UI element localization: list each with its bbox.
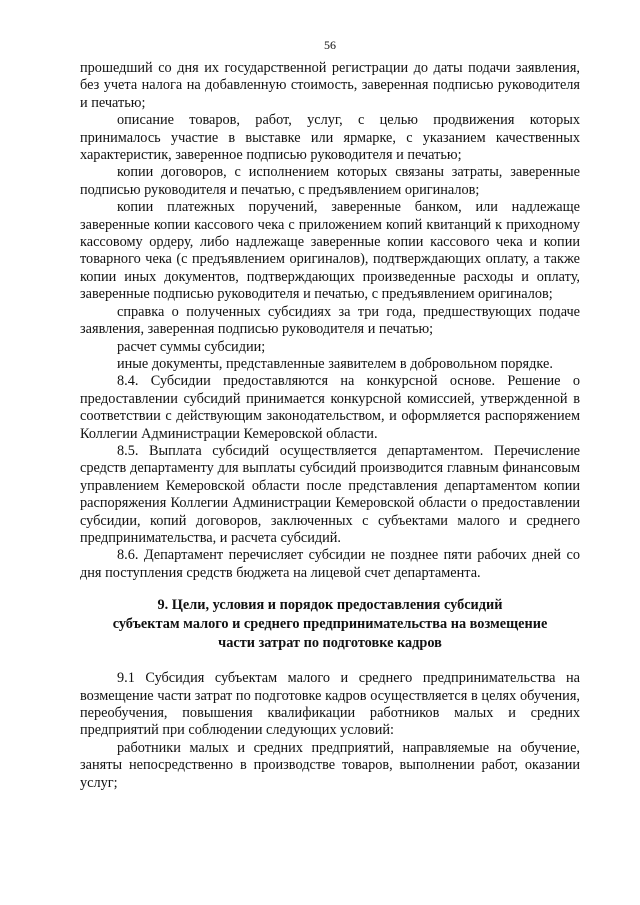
paragraph-subsidy-calculation: расчет суммы субсидии; — [117, 338, 266, 355]
section-9-heading-line-2: субъектам малого и среднего предпринимательства на возмещение — [112, 616, 548, 633]
paragraph-contract-copies: копии договоров, с исполнением которых связаны затраты, заверенные подписью руководителя и печатью, с предъявлением оригиналов; — [80, 164, 580, 198]
paragraph-8-5: 8.5. Выплата субсидий осуществляется департаментом. Перечисление средств департаменту для выплаты субсидий производится главным финансовым управлением Кемеровской области после представления департаментом копии распоряжения Коллегии Администрации Кемеровской области о предоставлении субсидии, копий договоров, заключенных с субъектами малого и среднего предпринимательства, и расчета субсидий. — [80, 442, 580, 546]
paragraph-8-6: 8.6. Департамент перечисляет субсидии не позднее пяти рабочих дней со дня поступления средств бюджета на лицевой счет департамента. — [80, 547, 580, 581]
paragraph-subsidy-certificate: справка о полученных субсидиях за три года, предшествующих подаче заявления, заверенная подписью руководителя и печатью; — [80, 303, 580, 338]
paragraph-payment-orders: копии платежных поручений, заверенные банком, или надлежаще заверенные копии кассового чека с приложением копий квитанций к приходному кассовому ордеру, либо надлежаще заверенные копии кассового чека и копии товарного чека (с предъявлением оригиналов), подтверждающих оплату, а также копии иных документов, подтверждающих произведенные расходы и оплату, заверенные подписью руководителя и печатью, с предъявлением оригиналов; — [80, 199, 580, 303]
paragraph-workers-condition: работники малых и средних предприятий, направляемые на обучение, заняты непосредственно в производстве товаров, выполнении работ, оказании услуг; — [80, 739, 580, 791]
document-body — [80, 60, 580, 792]
paragraph-continuation: прошедший со дня их государственной регистрации до даты подачи заявления, без учета налога на добавленную стоимость, заверенная подписью руководителя и печатью; — [80, 60, 580, 111]
paragraph-other-documents: иные документы, представленные заявителем в добровольном порядке. — [117, 355, 553, 372]
section-9-heading-line-1: 9. Цели, условия и порядок предоставления субсидий — [157, 597, 503, 614]
paragraph-9-1: 9.1 Субсидия субъектам малого и среднего предпринимательства на возмещение части затрат по подготовке кадров осуществляется в целях обучения, переобучения, повышения квалификации работников малых и средних предприятий при соблюдении следующих условий: — [80, 670, 580, 739]
paragraph-goods-description: описание товаров, работ, услуг, с целью продвижения которых принималось участие в выставке или ярмарке, с указанием качественных характеристик, заверенное подписью руководителя и печатью; — [80, 112, 580, 164]
section-9-heading — [80, 596, 580, 653]
page-number: 56 — [324, 38, 336, 52]
section-9-heading-line-3: части затрат по подготовке кадров — [218, 635, 442, 652]
paragraph-8-4: 8.4. Субсидии предоставляются на конкурсной основе. Решение о предоставлении субсидий принимается конкурсной комиссией, утвержденной в соответствии с действующим законодательством, и оформляется распоряжением Коллегии Администрации Кемеровской области. — [80, 373, 580, 442]
